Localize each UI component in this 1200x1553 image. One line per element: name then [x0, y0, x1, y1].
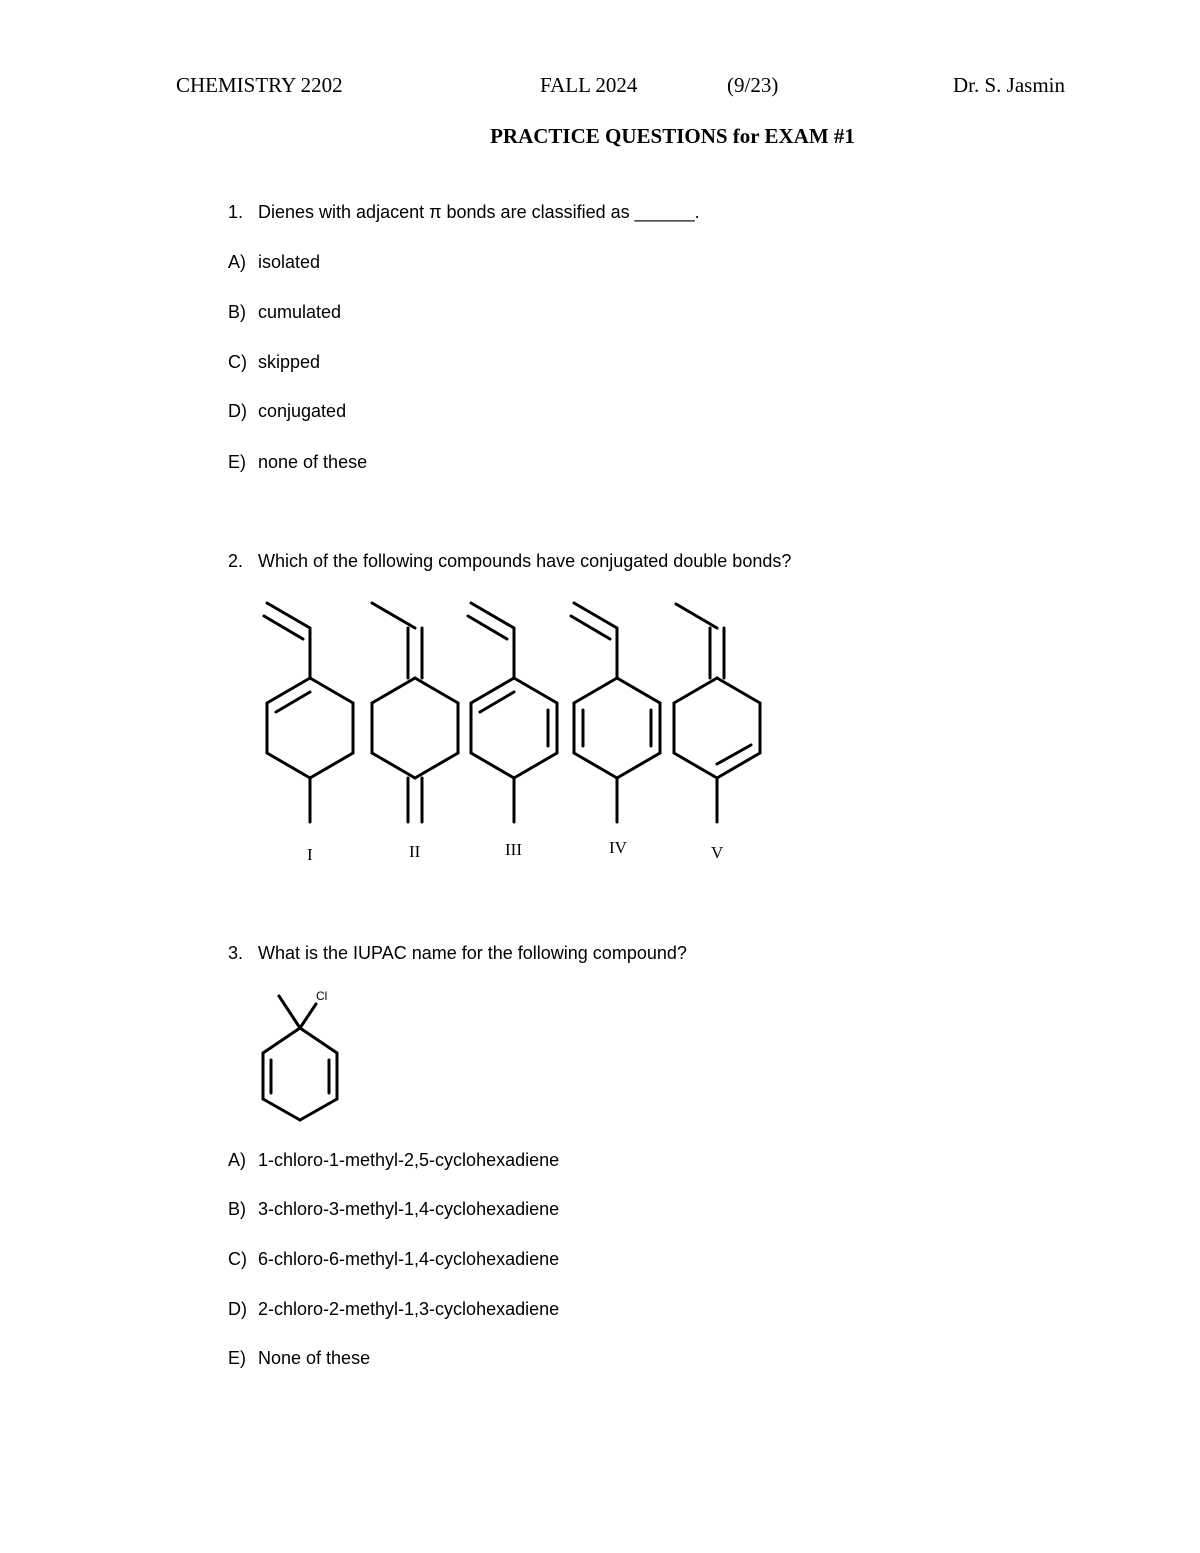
option-letter: B): [228, 1199, 246, 1219]
option-letter: A): [228, 252, 246, 272]
instructor: Dr. S. Jasmin: [953, 73, 1066, 97]
question-number: 3.: [228, 943, 244, 963]
option-text: 6-chloro-6-methyl-1,4-cyclohexadiene: [258, 1249, 560, 1269]
option-letter: C): [228, 1249, 247, 1269]
question-text: What is the IUPAC name for the following compound?: [258, 943, 687, 963]
option-text: isolated: [258, 252, 321, 272]
compound-label-v: V: [711, 843, 724, 862]
option-text: None of these: [258, 1348, 371, 1368]
compound-label-iii: III: [505, 840, 522, 859]
option-text: 1-chloro-1-methyl-2,5-cyclohexadiene: [258, 1150, 560, 1170]
option-letter: E): [228, 452, 246, 472]
option-letter: B): [228, 302, 246, 322]
compound-v-structure: [674, 604, 760, 822]
option-text: 3-chloro-3-methyl-1,4-cyclohexadiene: [258, 1199, 560, 1219]
course-name: CHEMISTRY 2202: [176, 73, 343, 97]
question-text: Which of the following compounds have conjugated double bonds?: [258, 551, 792, 571]
q3-structure: [263, 996, 337, 1120]
option-text: conjugated: [258, 401, 347, 421]
compound-label-iv: IV: [609, 838, 627, 857]
option-text: 2-chloro-2-methyl-1,3-cyclohexadiene: [258, 1299, 560, 1319]
term: FALL 2024: [540, 73, 638, 97]
option-text: none of these: [258, 452, 368, 472]
date: (9/23): [727, 73, 779, 97]
option-text: skipped: [258, 352, 321, 372]
option-letter: D): [228, 1299, 247, 1319]
compound-iv-structure: [571, 603, 660, 822]
compound-ii-structure: [372, 603, 458, 822]
chlorine-atom-label: Cl: [316, 989, 328, 1003]
compound-label-i: I: [307, 845, 313, 864]
page-title: PRACTICE QUESTIONS for EXAM #1: [490, 124, 855, 148]
compound-iii-structure: [468, 603, 557, 822]
option-letter: E): [228, 1348, 246, 1368]
question-number: 1.: [228, 202, 244, 222]
option-letter: D): [228, 401, 247, 421]
option-letter: A): [228, 1150, 246, 1170]
compound-label-ii: II: [409, 842, 421, 861]
compound-i-structure: [264, 603, 353, 822]
question-text: Dienes with adjacent π bonds are classified as ______.: [258, 202, 700, 222]
option-text: cumulated: [258, 302, 342, 322]
option-letter: C): [228, 352, 247, 372]
question-number: 2.: [228, 551, 244, 571]
